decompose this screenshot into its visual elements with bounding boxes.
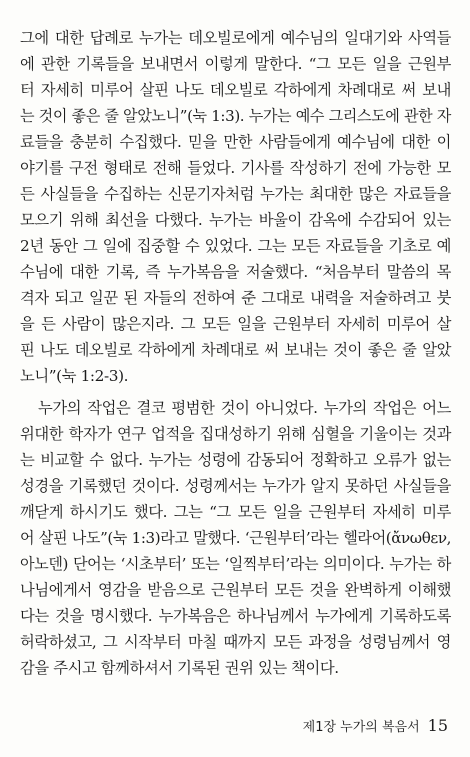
text-line: 2년 동안 그 일에 집중할 수 있었다. 그는 모든 자료들을 기초로 예: [20, 237, 451, 255]
text-line: 나님에게서 영감을 받음으로 근원부터 모든 것을 완벽하게 이해했: [20, 581, 451, 599]
text-line: 깨닫게 하시기도 했다. 그는 “그 모든 일을 근원부터 자세히 미루: [20, 503, 451, 521]
text-line: 을 든 사람이 많은지라. 그 모든 일을 근원부터 자세히 미루어 살: [20, 315, 451, 333]
text-line: 료들을 충분히 수집했다. 믿을 만한 사람들에게 예수님에 대한 이: [20, 133, 451, 151]
text-line: 야기를 구전 형태로 전해 들었다. 기사를 작성하기 전에 가능한 모: [20, 159, 451, 177]
text-line: 허락하셨고, 그 시작부터 마칠 때까지 모든 과정을 성령님께서 영: [20, 633, 451, 651]
text-line: 든 사실들을 수집하는 신문기자처럼 누가는 최대한 많은 자료들을: [20, 185, 451, 203]
text-line: 에 관한 기록들을 보내면서 이렇게 말한다. “그 모든 일을 근원부: [20, 55, 451, 73]
page-footer: [303, 716, 448, 738]
chapter-label: 제1장 누가의 복음서: [302, 720, 420, 735]
text-line: 누가의 작업은 결코 평범한 것이 아니었다. 누가의 작업은 어느: [38, 399, 451, 417]
text-line: 다는 것을 명시했다. 누가복음은 하나님께서 누가에게 기록하도록: [20, 607, 451, 625]
text-line: 어 살핀 나도”(눅 1:3)라고 말했다. ‘근원부터’라는 헬라어(ἄνωθεν,: [20, 529, 451, 547]
text-line: 수님에 대한 기록, 즉 누가복음을 저술했다. “처음부터 말씀의 목: [20, 263, 451, 281]
text-line: 모으기 위해 최선을 다했다. 누가는 바울이 감옥에 수감되어 있는: [20, 211, 451, 229]
text-line: 성경을 기록했던 것이다. 성령께서는 누가가 알지 못하던 사실들을: [20, 477, 451, 495]
text-line: 핀 나도 데오빌로 각하에게 차례대로 써 보내는 것이 좋은 줄 알았: [20, 341, 451, 359]
text-line: 격자 되고 일꾼 된 자들의 전하여 준 그대로 내력을 저술하려고 붓: [20, 289, 451, 307]
text-line: 그에 대한 답례로 누가는 데오빌로에게 예수님의 일대기와 사역들: [20, 29, 451, 47]
text-line: 아노덴) 단어는 ‘시초부터’ 또는 ‘일찍부터’라는 의미이다. 누가는 하: [20, 555, 451, 573]
text-line: 는 것이 좋은 줄 알았노니”(눅 1:3). 누가는 예수 그리스도에 관한 자: [20, 107, 451, 125]
text-line: 감을 주시고 함께하셔서 기록된 권위 있는 책이다.: [20, 659, 339, 677]
text-line: 터 자세히 미루어 살핀 나도 데오빌로 각하에게 차례대로 써 보내: [20, 81, 451, 99]
text-line: 는 비교할 수 없다. 누가는 성령에 감동되어 정확하고 오류가 없는: [20, 451, 451, 469]
text-line: 노니”(눅 1:2-3).: [20, 367, 129, 385]
text-line: 위대한 학자가 연구 업적을 집대성하기 위해 심혈을 기울이는 것과: [20, 425, 451, 443]
page-number: 15: [427, 716, 448, 735]
